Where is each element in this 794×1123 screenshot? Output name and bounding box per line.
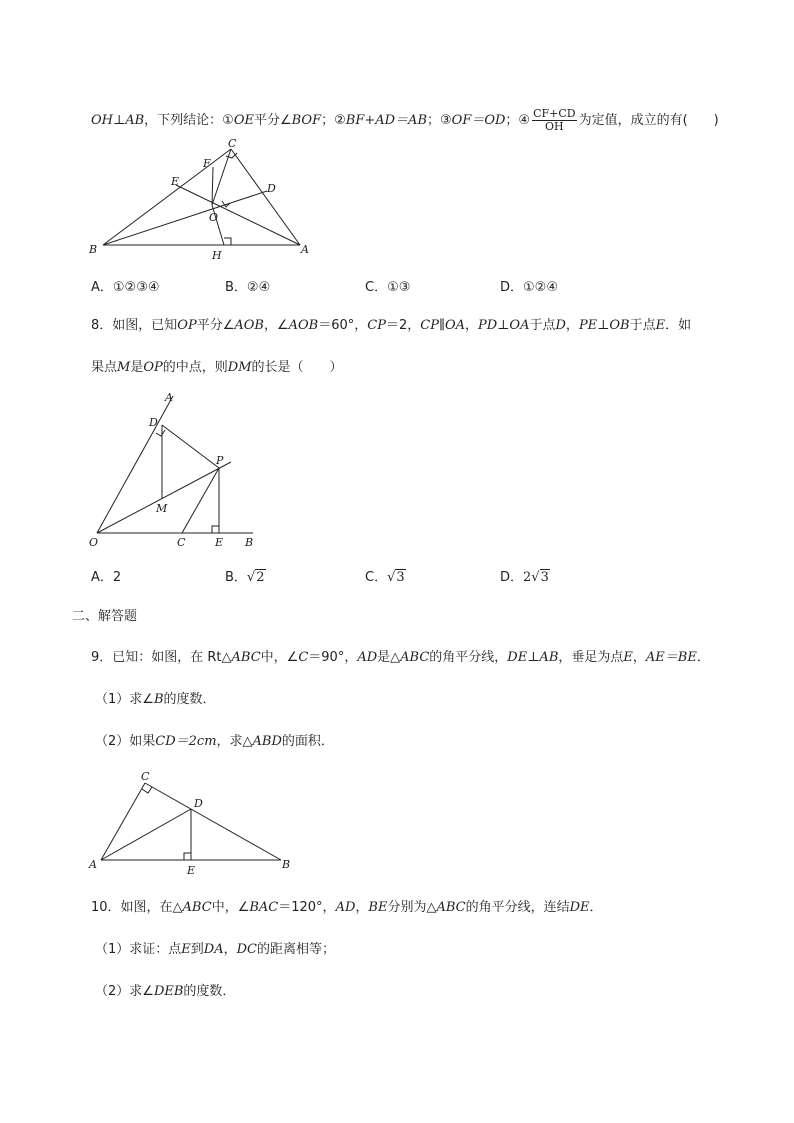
q9-l1-e: ＝90°， [308,650,358,665]
q8-l1-d: AOB [234,318,264,333]
q8-l1-e: ，∠ [263,318,289,333]
label-D: D [149,416,158,429]
q10-s1-d: DA [203,942,224,957]
q8-optc-prefix: C． [365,570,388,585]
q10-s1-a: （1）求证：点 [95,942,182,957]
q9-s2-b: CD＝2cm [155,734,217,749]
right-angle-E [184,853,191,860]
q9-s2-e: 的面积． [281,734,334,749]
q8-l1-c: 平分∠ [196,318,235,333]
seg-CB [145,783,281,860]
q7-figure [85,135,325,265]
q7-stem-j: ；④ [505,113,531,128]
q9-l1-h: ABC [400,650,430,665]
q8-l2-f: DM [227,360,252,375]
right-angle-H [224,238,231,245]
label-B: B [89,243,98,256]
q9-s2-d: ABD [252,734,282,749]
label-C: C [228,137,237,150]
q10-l1-g: ， [355,900,369,915]
seg-DP [162,425,219,468]
q9-s2-a: （2）如果 [95,734,156,749]
q10-l1-a: 10．如图，在△ [91,900,183,915]
label-B: B [282,858,291,871]
q8-option-c[interactable] [365,566,406,585]
q8-l1-f: AOB [288,318,319,333]
label-O: O [89,536,99,549]
q8-l1-h: CP [367,318,386,333]
q9-s1-c: 的度数． [163,692,216,707]
q9-l1-g: 是△ [377,650,401,665]
label-D: D [194,797,203,810]
q8-l1-m: 于点 [529,318,556,333]
q10-s1-b: E [181,942,191,957]
q10-s1-c: 到 [190,942,204,957]
q9-l1-i: 的角平分线， [429,650,508,665]
q7-stem-a: OH⊥AB [91,113,145,128]
q10-s1-g: 的距离相等； [257,942,336,957]
seg-AC [101,783,145,860]
q8-l1-b: OP [177,318,197,333]
label-M: M [156,502,168,515]
q10-sub1 [95,941,335,959]
q10-s2-c: 的度数． [183,984,236,999]
q9-s2-c: ，求△ [216,734,253,749]
q8-l1-i: ＝2， [385,318,421,333]
q10-sub2 [95,983,235,1001]
q8-optb-radicand: 2 [256,570,265,585]
q8-option-b[interactable] [225,566,266,585]
q7-frac-den: OH [545,120,564,133]
q8-optd-prefix: D． [500,570,524,585]
q8-l1-j: CP∥OA [420,318,465,333]
q9-l1-l: E [623,650,633,665]
q10-l1-f: AD [335,900,356,915]
seg-BD [103,191,267,245]
q8-l1-q: 于点 [629,318,656,333]
q9-l1-d: C [298,650,309,665]
label-E: E [215,536,224,549]
q8-l1-g: ＝60°， [318,318,368,333]
q9-l1-j: DE⊥AB [507,650,559,665]
q9-s1-a: （1）求∠ [95,692,154,707]
right-angle-C [142,787,152,793]
sqrt-icon: √3 [387,570,405,585]
sqrt-icon: √3 [531,570,549,585]
q8-line1 [91,317,691,335]
q9-line1 [91,649,710,667]
q7-option-d[interactable]: D．①②④ [500,280,558,295]
seg-AD [101,809,191,860]
q8-option-d[interactable] [500,566,550,585]
section-heading: 二、解答题 [72,609,138,624]
q10-l1-e: ＝120°， [278,900,336,915]
q8-l1-o: ， [565,318,579,333]
q8-l2-e: 的中点，则 [162,360,228,375]
q7-stem-c: OE [233,113,254,128]
q7-stem-e: BOF [291,113,322,128]
q9-l1-o: ． [696,650,710,665]
q8-l2-b: M [117,360,131,375]
q9-l1-n: AE＝BE [645,650,697,665]
q9-l1-a: 9．已知：如图，在 Rt△ [91,650,232,665]
label-E: E [187,864,196,877]
q10-l1-l: DE [569,900,590,915]
label-C: C [177,536,186,549]
label-H: H [212,249,222,262]
q10-l1-j: ABC [436,900,466,915]
q7-fraction [532,108,577,133]
q10-l1-k: 的角平分线，连结 [465,900,570,915]
q8-l2-g: 的长是（ ） [251,360,343,375]
q8-optd-radicand: 3 [540,570,549,585]
q10-l1-b: ABC [182,900,212,915]
q7-stem-g: BF+AD＝AB [345,113,427,128]
q7-option-a[interactable]: A．①②③④ [91,280,160,295]
q8-l2-d: OP [143,360,163,375]
q8-l1-k: ， [465,318,479,333]
q8-optb-prefix: B． [225,570,247,585]
q10-s2-a: （2）求∠ [95,984,154,999]
q9-l1-k: ，垂足为点 [558,650,624,665]
label-P: P [216,454,224,467]
q8-l2-a: 果点 [91,360,118,375]
label-E: E [171,175,180,188]
q8-optc-radicand: 3 [396,570,405,585]
q8-l2-c: 是 [130,360,144,375]
label-O: O [209,211,219,224]
q10-l1-m: ． [589,900,603,915]
q7-option-c[interactable]: C．①③ [365,280,411,295]
label-B: B [245,536,254,549]
q7-frac-num: CF+CD [533,107,576,120]
label-A: A [89,858,97,871]
label-F: F [203,157,211,170]
label-D: D [267,182,276,195]
q7-stem [91,108,719,133]
label-A: A [301,243,309,256]
right-angle-D [156,430,165,436]
q10-l1-i: 分别为△ [387,900,437,915]
q8-l1-p: PE⊥OB [578,318,630,333]
sqrt-icon: √2 [246,570,265,585]
q9-sub1 [95,691,216,709]
q8-l1-n: D [555,318,566,333]
q8-option-a[interactable]: A．2 [91,570,122,585]
q10-l1-d: BAC [249,900,279,915]
q7-stem-b: ，下列结论：① [144,113,234,128]
right-angle-E [212,526,219,533]
q7-stem-i: OF＝OD [451,113,506,128]
q9-l1-m: ， [632,650,646,665]
label-A: A [165,391,173,404]
q9-sub2 [95,733,334,751]
q8-l1-s: ．如 [665,318,692,333]
q7-stem-h: ；③ [427,113,452,128]
q8-l1-l: PD⊥OA [478,318,530,333]
seg-OC [212,149,231,205]
q9-figure [85,766,300,878]
q10-s1-f: DC [236,942,257,957]
q8-l1-r: E [655,318,666,333]
q7-stem-f: ；② [321,113,346,128]
seg-CA [231,149,300,245]
q10-s2-b: DEB [153,984,184,999]
q10-line1 [91,899,603,917]
seg-OF [212,167,213,205]
q8-optd-coef: 2 [523,570,532,585]
q10-s1-e: ， [223,942,237,957]
label-C: C [141,770,150,783]
q8-figure [85,388,270,553]
q8-l1-a: 8．如图，已知 [91,318,178,333]
q9-s1-b: B [153,692,164,707]
q7-stem-d: 平分∠ [253,113,292,128]
q9-l1-c: 中，∠ [260,650,299,665]
q9-l1-b: ABC [231,650,261,665]
q10-l1-h: BE [368,900,388,915]
q9-l1-f: AD [357,650,378,665]
q7-stem-k: 为定值，成立的有( ) [578,113,719,128]
q7-option-b[interactable]: B．②④ [225,280,271,295]
q8-line2 [91,359,343,377]
q10-l1-c: 中，∠ [211,900,250,915]
